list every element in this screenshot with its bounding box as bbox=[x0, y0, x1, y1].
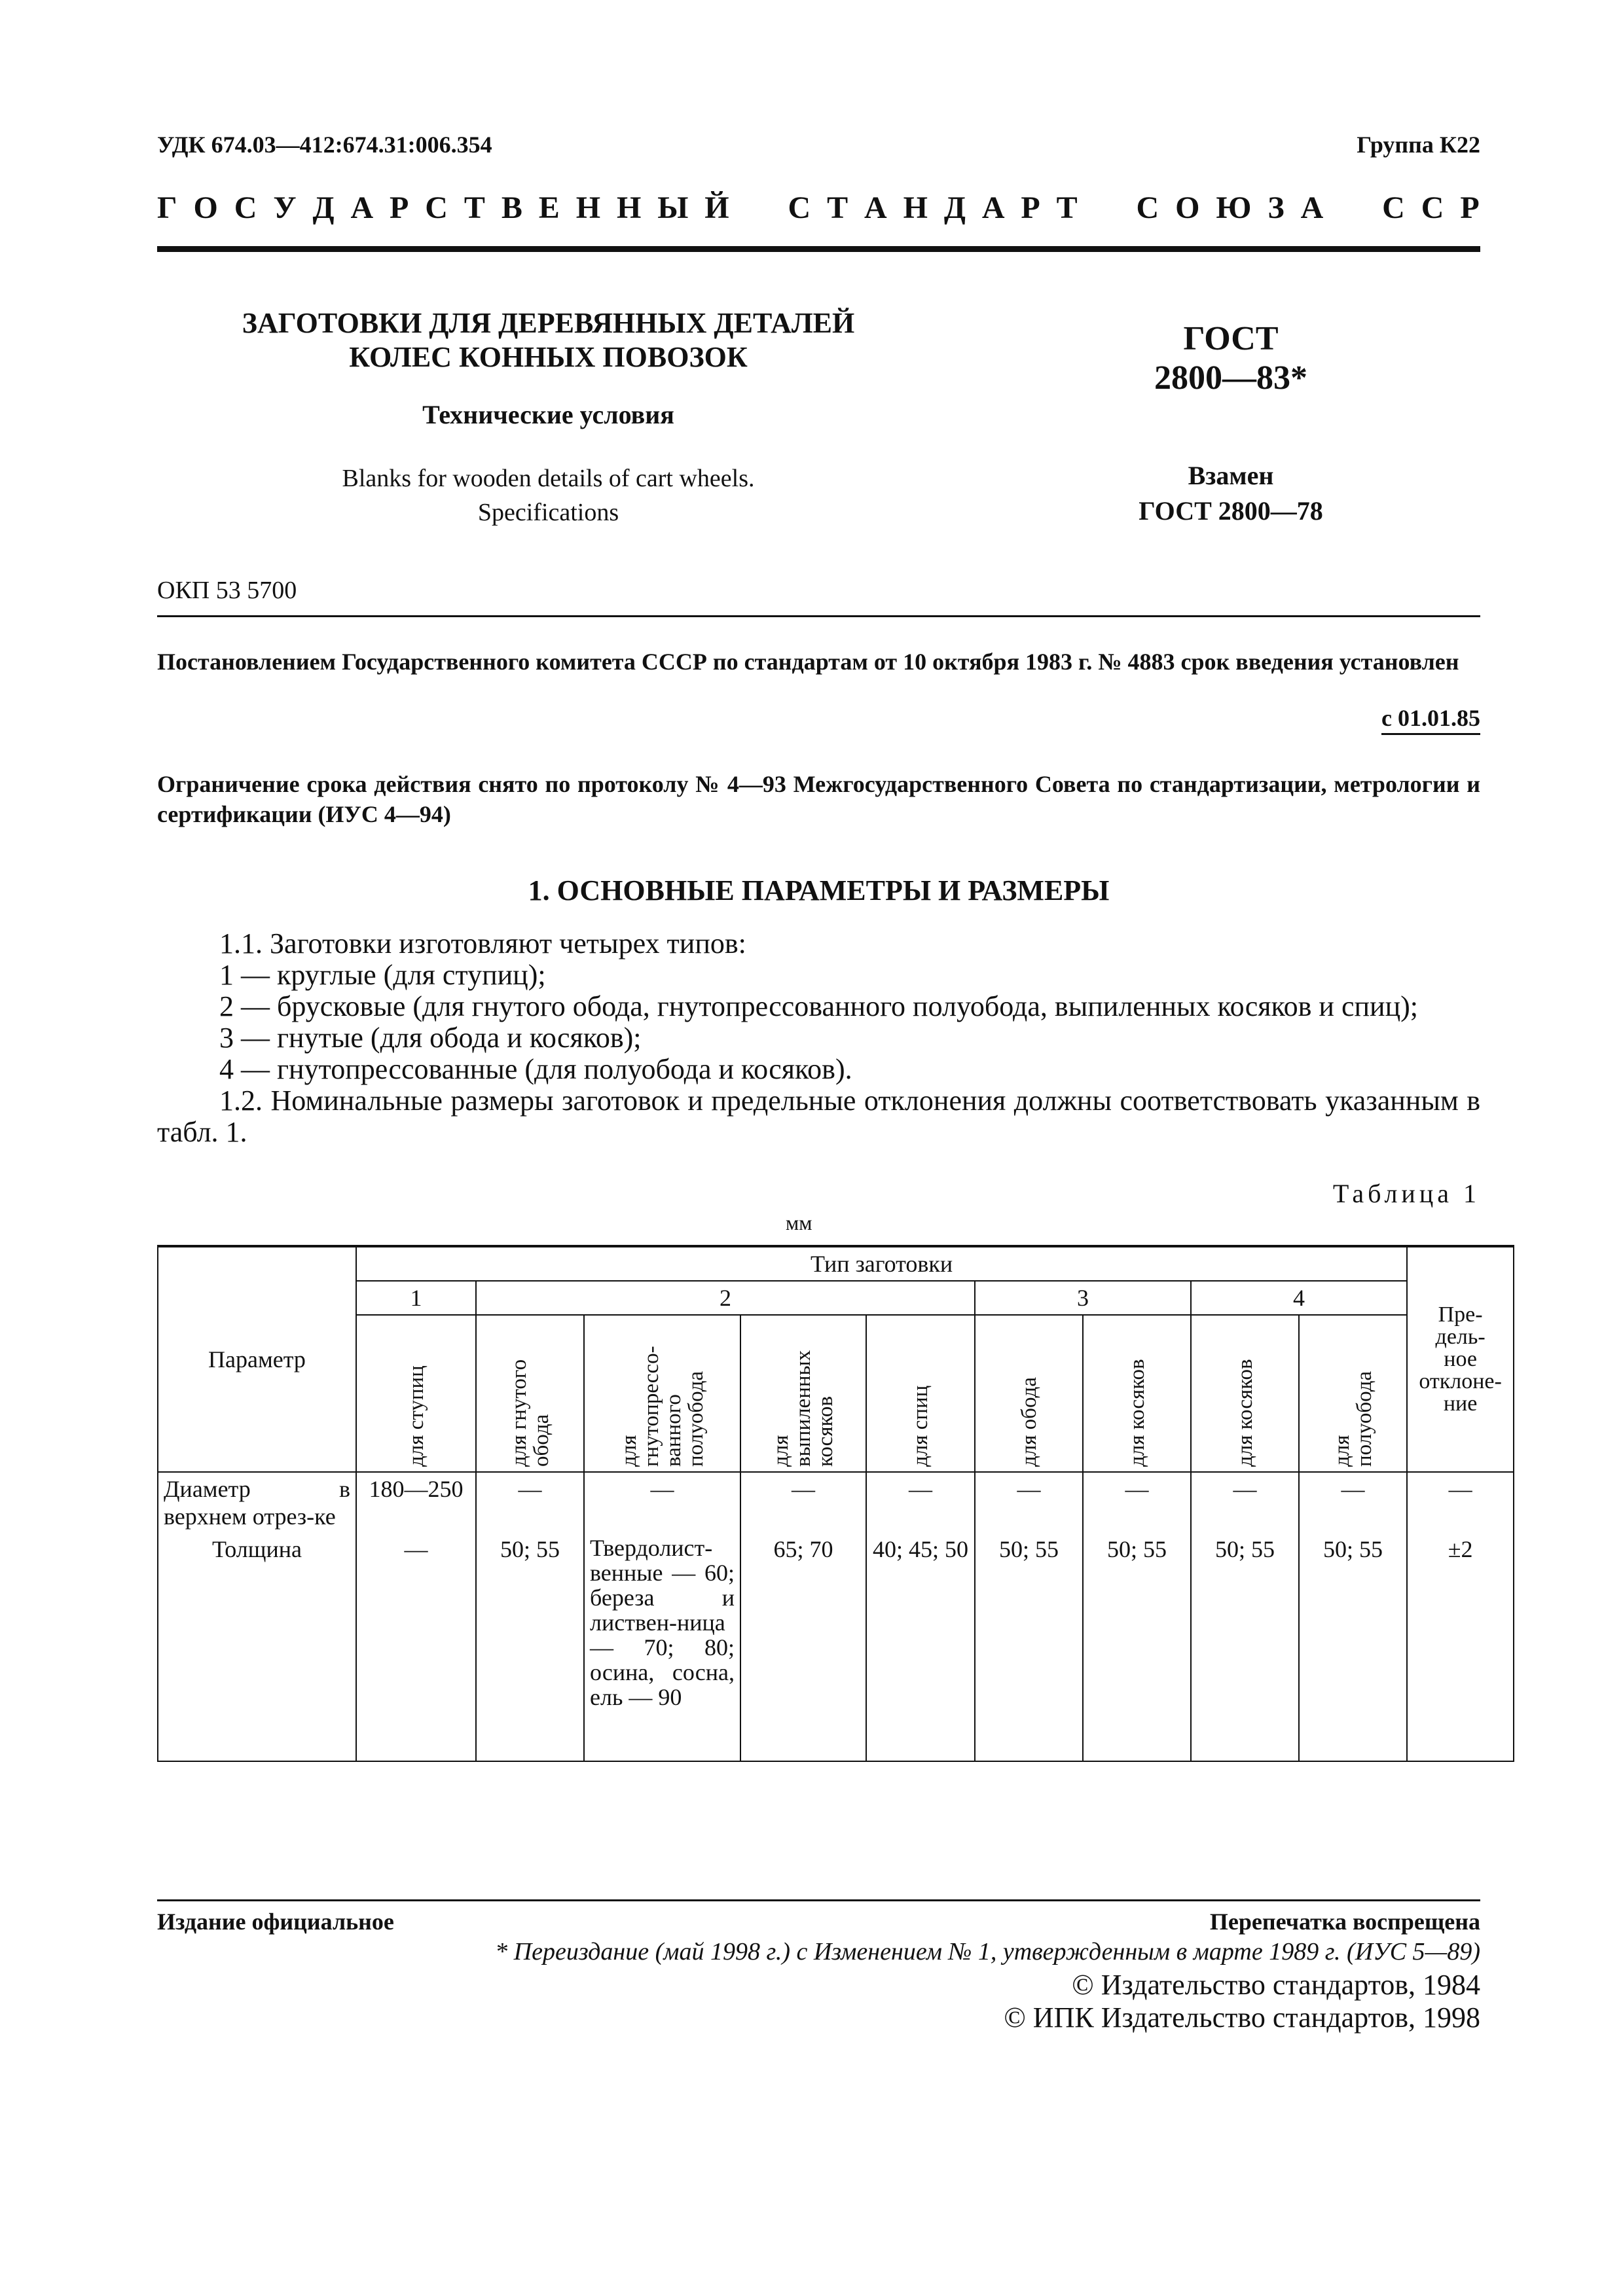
heading-letter: Й bbox=[704, 190, 729, 225]
heading-letter: Н bbox=[616, 190, 642, 225]
heading-letter: Е bbox=[538, 190, 560, 225]
sub-header-cell bbox=[584, 1315, 740, 1472]
table-row bbox=[158, 1533, 1514, 1761]
sub-header-cell bbox=[356, 1315, 476, 1472]
replaces-label: Взамен bbox=[1188, 461, 1274, 490]
decree-paragraph: Постановлением Государственного комитета СССР по стандартам от 10 октября 1983 г. № 4883 срок введения установлен bbox=[157, 649, 1459, 675]
heading-letter: С bbox=[234, 190, 257, 225]
heading-letter: С bbox=[1421, 190, 1444, 225]
heading-letter: Р bbox=[1460, 190, 1480, 225]
deviation-header: Пре- дель- ное отклоне- ние bbox=[1407, 1246, 1514, 1472]
value-cell: — bbox=[584, 1472, 740, 1533]
value-cell: Твердолист-венные — 60; береза и листвен-ница — 70; 80; осина, сосна, ель — 90 bbox=[584, 1533, 740, 1761]
heading-letter: А bbox=[981, 190, 1005, 225]
reissue-note: * Переиздание (май 1998 г.) с Изменением № 1, утвержденным в марте 1989 г. (ИУС 5—89) bbox=[495, 1938, 1480, 1965]
heading-letter: Г bbox=[157, 190, 177, 225]
value-cell: 50; 55 bbox=[1191, 1533, 1299, 1761]
heading-letter: Р bbox=[1021, 190, 1040, 225]
type-1-item: 1 — круглые (для ступиц); bbox=[219, 959, 546, 991]
sub-header-text: для обода bbox=[1017, 1377, 1041, 1467]
value-cell: — bbox=[975, 1472, 1083, 1533]
limitation-paragraph: Ограничение срока действия снято по протоколу № 4—93 Межгосударственного Совета по стандартизации, метрологии и сертификации (ИУС 4—94) bbox=[157, 771, 1480, 827]
introduction-date: с 01.01.85 bbox=[1381, 704, 1480, 735]
type-3-item: 3 — гнутые (для обода и косяков); bbox=[219, 1022, 642, 1054]
value-cell: — bbox=[740, 1472, 866, 1533]
sub-header-text: для гнутопрессо- ванного полуобода bbox=[617, 1346, 708, 1467]
section-1-title: 1. ОСНОВНЫЕ ПАРАМЕТРЫ И РАЗМЕРЫ bbox=[528, 874, 1110, 906]
heading-letter: Р bbox=[390, 190, 409, 225]
heading-letter: О bbox=[1175, 190, 1200, 225]
table-unit: мм bbox=[786, 1211, 812, 1234]
title-line-2: КОЛЕС КОННЫХ ПОВОЗОК bbox=[349, 341, 748, 373]
paragraph-1-2: 1.2. Номинальные размеры заготовок и предельные отклонения должны соответствовать указанным в табл. 1. bbox=[157, 1085, 1480, 1148]
value-cell: 50; 55 bbox=[1083, 1533, 1191, 1761]
value-cell: — bbox=[866, 1472, 975, 1533]
value-cell: 50; 55 bbox=[1299, 1533, 1407, 1761]
heading-letter: А bbox=[350, 190, 374, 225]
heading-letter: С bbox=[425, 190, 448, 225]
value-cell: 50; 55 bbox=[476, 1533, 584, 1761]
heading-letter bbox=[746, 190, 772, 226]
english-title-line-1: Blanks for wooden details of cart wheels. bbox=[342, 465, 755, 492]
sub-header-cell bbox=[975, 1315, 1083, 1472]
group-code: Группа К22 bbox=[1357, 132, 1480, 158]
heading-letter: О bbox=[193, 190, 218, 225]
param-header: Параметр bbox=[158, 1246, 356, 1472]
value-cell: 65; 70 bbox=[740, 1533, 866, 1761]
type-2-header: 2 bbox=[476, 1281, 975, 1315]
gost-number: 2800—83* bbox=[1154, 359, 1307, 397]
subtitle: Технические условия bbox=[422, 400, 674, 429]
table-row bbox=[158, 1472, 1514, 1533]
heading-letter: А bbox=[864, 190, 887, 225]
sub-header-text: для полуобода bbox=[1330, 1371, 1376, 1467]
heading-letter: С bbox=[788, 190, 811, 225]
value-cell: ±2 bbox=[1407, 1533, 1514, 1761]
value-cell: 50; 55 bbox=[975, 1533, 1083, 1761]
type-2-item: 2 — брусковые (для гнутого обода, гнутопрессованного полуобода, выпиленных косяков и спиц); bbox=[219, 990, 1419, 1022]
sub-header-cell bbox=[866, 1315, 975, 1472]
heading-letter: Д bbox=[312, 190, 335, 225]
type-3-header: 3 bbox=[975, 1281, 1191, 1315]
sub-header-text: для гнутого обода bbox=[507, 1359, 553, 1467]
value-cell: — bbox=[1083, 1472, 1191, 1533]
copyright-1984: © Издательство стандартов, 1984 bbox=[1072, 1969, 1480, 2001]
value-cell: — bbox=[476, 1472, 584, 1533]
type-4-header: 4 bbox=[1191, 1281, 1407, 1315]
heading-letter: У bbox=[273, 190, 297, 225]
heading-letter: Т bbox=[464, 190, 485, 225]
heading-letter: С bbox=[1382, 190, 1405, 225]
heading-letter bbox=[1340, 190, 1366, 226]
heading-letter: Т bbox=[1056, 190, 1078, 225]
okp-code: ОКП 53 5700 bbox=[157, 577, 297, 604]
heading-letter: Н bbox=[575, 190, 601, 225]
heading-letter: А bbox=[1300, 190, 1324, 225]
heading-letter: З bbox=[1267, 190, 1285, 225]
heading-letter: Ы bbox=[657, 190, 689, 225]
heading-letter: Ю bbox=[1216, 190, 1252, 225]
heading-letter: Н bbox=[903, 190, 928, 225]
title-line-1: ЗАГОТОВКИ ДЛЯ ДЕРЕВЯННЫХ ДЕТАЛЕЙ bbox=[242, 307, 855, 339]
document-title-block bbox=[157, 306, 939, 529]
header-rule bbox=[157, 246, 1480, 252]
replaces-gost: ГОСТ 2800—78 bbox=[1139, 496, 1323, 526]
official-edition: Издание официальное bbox=[157, 1909, 394, 1935]
english-title-line-2: Specifications bbox=[477, 499, 619, 526]
reprint-prohibited: Перепечатка воспрещена bbox=[1209, 1909, 1480, 1935]
paragraph-1-1: 1.1. Заготовки изготовляют четырех типов: bbox=[219, 927, 746, 960]
param-cell: Толщина bbox=[158, 1533, 356, 1761]
table-1-label: Таблица 1 bbox=[1332, 1179, 1480, 1208]
state-standard-heading bbox=[157, 190, 1480, 226]
value-cell: — bbox=[356, 1533, 476, 1761]
sub-header-cell bbox=[1299, 1315, 1407, 1472]
sub-header-cell bbox=[1083, 1315, 1191, 1472]
sub-header-cell bbox=[740, 1315, 866, 1472]
heading-letter bbox=[1094, 190, 1120, 226]
sub-header-cell bbox=[476, 1315, 584, 1472]
sub-header-text: для спиц bbox=[909, 1385, 932, 1467]
value-cell: 180—250 bbox=[356, 1472, 476, 1533]
value-cell: 40; 45; 50 bbox=[866, 1533, 975, 1761]
heading-letter: Д bbox=[943, 190, 966, 225]
value-cell: — bbox=[1407, 1472, 1514, 1533]
value-cell: — bbox=[1191, 1472, 1299, 1533]
heading-letter: В bbox=[501, 190, 522, 225]
sub-header-cell bbox=[1191, 1315, 1299, 1472]
udk-code: УДК 674.03—412:674.31:006.354 bbox=[157, 132, 492, 158]
sub-header-text: для косяков bbox=[1233, 1359, 1257, 1467]
gost-number-block bbox=[1074, 319, 1388, 529]
param-cell: Диаметр в верхнем отрез-ке bbox=[158, 1472, 356, 1533]
heading-letter: С bbox=[1136, 190, 1159, 225]
heading-letter: Т bbox=[827, 190, 848, 225]
sub-header-text: для косяков bbox=[1125, 1359, 1149, 1467]
copyright-1998: © ИПК Издательство стандартов, 1998 bbox=[1004, 2001, 1480, 2034]
table-1 bbox=[157, 1245, 1514, 1762]
section-1-body bbox=[157, 928, 1480, 1148]
gost-name: ГОСТ bbox=[1183, 320, 1279, 357]
type-1-header: 1 bbox=[356, 1281, 476, 1315]
okp-rule bbox=[157, 615, 1480, 617]
footer-rule bbox=[157, 1899, 1480, 1901]
type-header: Тип заготовки bbox=[356, 1246, 1407, 1281]
sub-header-text: для ступиц bbox=[404, 1365, 428, 1467]
sub-header-text: для выпиленных косяков bbox=[769, 1350, 837, 1467]
type-4-item: 4 — гнутопрессованные (для полуобода и косяков). bbox=[219, 1053, 852, 1085]
value-cell: — bbox=[1299, 1472, 1407, 1533]
